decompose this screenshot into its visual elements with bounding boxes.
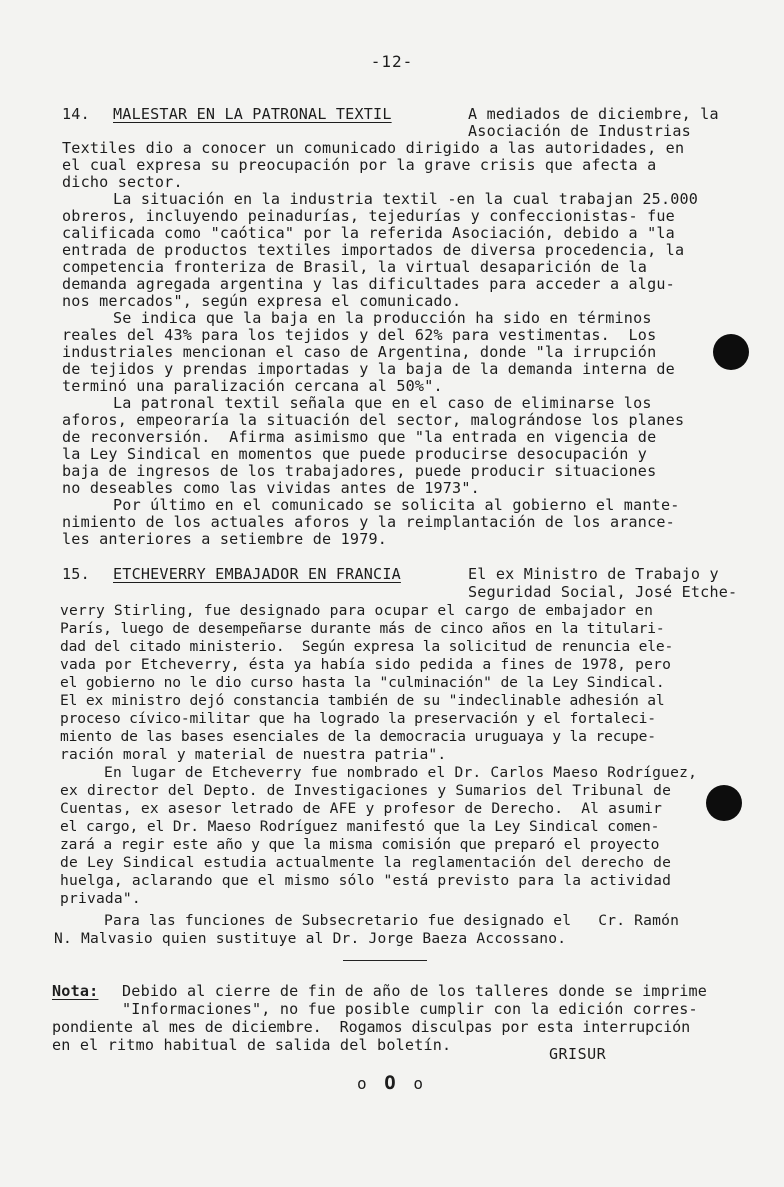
punch-hole (713, 334, 749, 370)
section-14-line: de tejidos y prendas importadas y la baja de la demanda interna de (62, 360, 675, 378)
section-15-line: proceso cívico-militar que ha logrado la preservación y el fortaleci- (60, 710, 656, 727)
section-14-line: entrada de productos textiles importados de diversa procedencia, la (62, 241, 685, 259)
section-14-line: competencia fronteriza de Brasil, la virtual desaparición de la (62, 258, 648, 276)
punch-hole (706, 785, 742, 821)
section-14-number: 14. (62, 105, 90, 123)
page-number: -12- (370, 52, 414, 71)
signature: GRISUR (549, 1045, 607, 1063)
section-15-line: el cargo, el Dr. Maeso Rodríguez manifestó que la Ley Sindical comen- (60, 818, 660, 835)
section-14-line: reales del 43% para los tejidos y del 62% para vestimentas. Los (62, 326, 657, 344)
section-14-line: Textiles dio a conocer un comunicado dirigido a las autoridades, en (62, 139, 685, 157)
section-14-line: no deseables como las vividas antes de 1973". (62, 479, 480, 497)
section-14-line: Por último en el comunicado se solicita al gobierno el mante- (113, 496, 680, 514)
section-14-line: La situación en la industria textil -en la cual trabajan 25.000 (113, 190, 699, 208)
section-14-line: obreros, incluyendo peinadurías, tejedurías y confeccionistas- fue (62, 207, 675, 225)
section-14-line: terminó una paralización cercana al 50%". (62, 377, 443, 395)
section-14-line: Asociación de Industrias (468, 122, 691, 140)
note-line: pondiente al mes de diciembre. Rogamos disculpas por esta interrupción (52, 1018, 691, 1036)
section-14-line: nos mercados", según expresa el comunicado. (62, 292, 462, 310)
section-15-line: zará a regir este año y que la misma comisión que preparó el proyecto (60, 836, 660, 853)
section-14-line: les anteriores a setiembre de 1979. (62, 530, 388, 548)
note-label: Nota: (52, 982, 99, 1000)
note-line: Debido al cierre de fin de año de los talleres donde se imprime (122, 982, 708, 1000)
section-15-line: El ex ministro dejó constancia también de su "indeclinable adhesión al (60, 692, 665, 709)
section-14-line: calificada como "caótica" por la referida Asociación, debido a "la (62, 224, 675, 242)
section-15-line: ex director del Depto. de Investigaciones y Sumarios del Tribunal de (60, 782, 672, 799)
section-15-line: Para las funciones de Subsecretario fue designado el Cr. Ramón (104, 912, 680, 929)
end-mark-glyph: O (384, 1072, 400, 1094)
section-14-heading: MALESTAR EN LA PATRONAL TEXTIL (113, 105, 392, 123)
section-15-line: miento de las bases esenciales de la democracia uruguaya y la recupe- (60, 728, 656, 745)
section-15-number: 15. (62, 565, 90, 583)
section-15-line: dad del citado ministerio. Según expresa la solicitud de renuncia ele- (60, 638, 674, 655)
section-15-line: En lugar de Etcheverry fue nombrado el Dr. Carlos Maeso Rodríguez, (104, 764, 698, 781)
section-15-line: ración moral y material de nuestra patria". (60, 746, 447, 763)
section-15-line: huelga, aclarando que el mismo sólo "está previsto para la actividad (60, 872, 672, 889)
section-14-line: dicho sector. (62, 173, 183, 191)
section-14-line: industriales mencionan el caso de Argentina, donde "la irrupción (62, 343, 657, 361)
section-14-line: A mediados de diciembre, la (468, 105, 719, 123)
section-15-line: vada por Etcheverry, ésta ya había sido pedida a fines de 1978, pero (60, 656, 672, 673)
section-15-line: privada". (60, 890, 141, 907)
section-14-line: aforos, empeoraría la situación del sector, malográndose los planes (62, 411, 685, 429)
section-14-line: La patronal textil señala que en el caso de eliminarse los (113, 394, 652, 412)
section-15-line: verry Stirling, fue designado para ocupar el cargo de embajador en (60, 602, 654, 619)
section-15-line: El ex Ministro de Trabajo y (468, 565, 719, 583)
section-15-line: de Ley Sindical estudia actualmente la reglamentación del derecho de (60, 854, 672, 871)
divider (343, 960, 427, 961)
note-line: "Informaciones", no fue posible cumplir con la edición corres- (122, 1000, 698, 1018)
section-14-line: la Ley Sindical en momentos que puede producirse desocupación y (62, 445, 648, 463)
section-14-line: Se indica que la baja en la producción ha sido en términos (113, 309, 652, 327)
section-15-line: Cuentas, ex asesor letrado de AFE y profesor de Derecho. Al asumir (60, 800, 663, 817)
section-15-line: el gobierno no le dio curso hasta la "culminación" de la Ley Sindical. (60, 674, 665, 691)
section-15-line: Seguridad Social, José Etche- (468, 583, 738, 601)
section-15-line: París, luego de desempeñarse durante más de cinco años en la titulari- (60, 620, 665, 637)
section-14-line: el cual expresa su preocupación por la grave crisis que afecta a (62, 156, 657, 174)
section-15-heading: ETCHEVERRY EMBAJADOR EN FRANCIA (113, 565, 401, 583)
section-15-line: N. Malvasio quien sustituye al Dr. Jorge Baeza Accossano. (54, 930, 567, 947)
end-mark-glyph: o (356, 1074, 371, 1093)
section-14-line: nimiento de los actuales aforos y la reimplantación de los arance- (62, 513, 675, 531)
section-14-line: baja de ingresos de los trabajadores, puede producir situaciones (62, 462, 657, 480)
end-mark-glyph: o (413, 1074, 427, 1093)
section-14-line: de reconversión. Afirma asimismo que "la entrada en vigencia de (62, 428, 657, 446)
end-mark (0, 1072, 784, 1094)
section-14-line: demanda agregada argentina y las dificultades para acceder a algu- (62, 275, 675, 293)
note-line: en el ritmo habitual de salida del boletín. (52, 1036, 452, 1054)
